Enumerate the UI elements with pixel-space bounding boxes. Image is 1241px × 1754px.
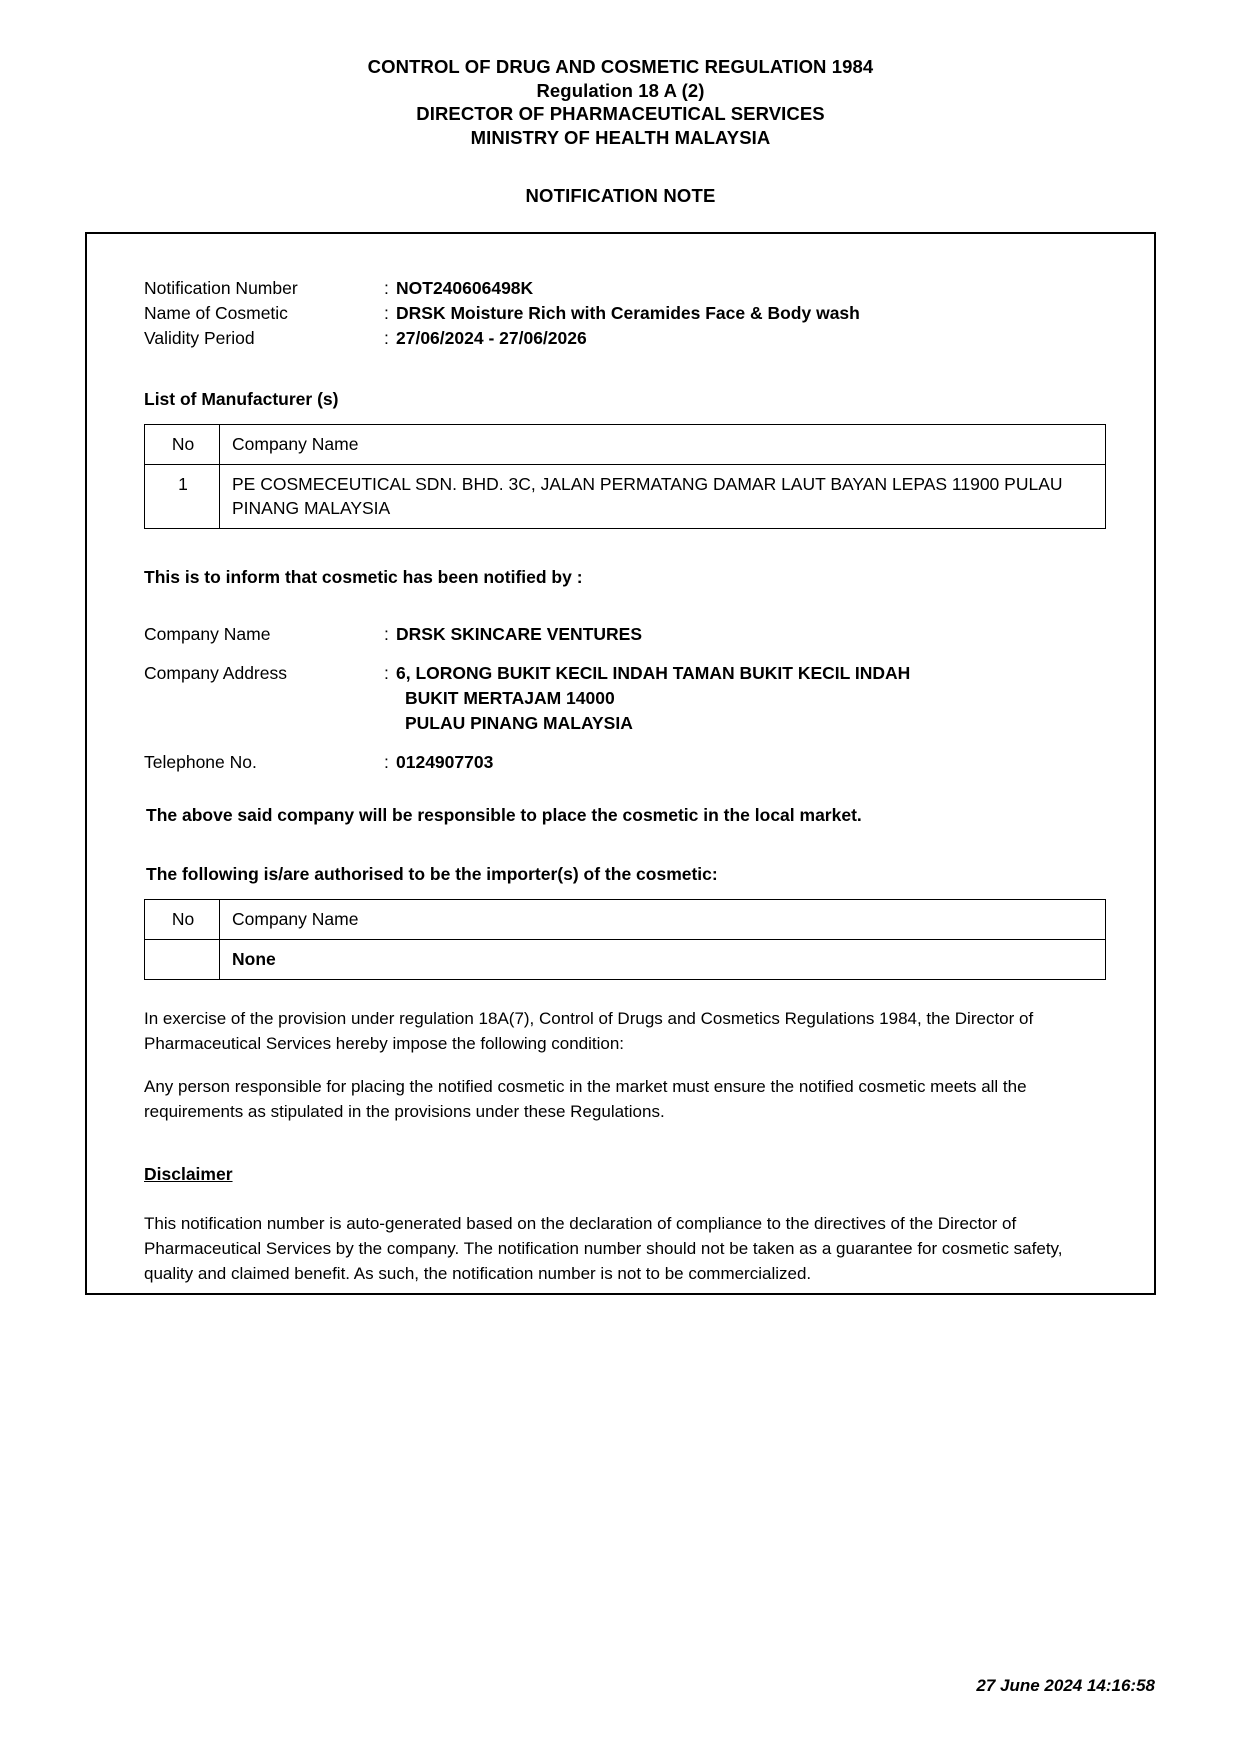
notification-number-label: Notification Number [144,278,298,298]
manufacturer-row-company-name: PE COSMECEUTICAL SDN. BHD. 3C, JALAN PERMATANG DAMAR LAUT BAYAN LEPAS 11900 PULAU PINANG MALAYSIA [220,465,1106,529]
footer-timestamp: 27 June 2024 14:16:58 [976,1676,1155,1695]
colon-separator: : [384,303,389,323]
table-header-row [145,900,1106,940]
column-header-no: No [145,900,220,940]
company-address-line-2: BUKIT MERTAJAM 14000 [405,688,615,708]
company-address-line-3: PULAU PINANG MALAYSIA [405,713,633,733]
notifier-details [144,622,1102,775]
responsibility-note: The above said company will be responsible to place the cosmetic in the local market. [146,805,862,825]
manufacturer-row-no: 1 [145,465,220,529]
table-header-row [145,425,1106,465]
notification-number-value: NOT240606498K [396,278,534,298]
importer-row-company-name: None [220,940,1106,980]
notification-frame [85,232,1156,1295]
document-header [0,0,1241,149]
manufacturer-table [144,424,1106,529]
company-address-line-1: 6, LORONG BUKIT KECIL INDAH TAMAN BUKIT KECIL INDAH [396,663,911,683]
name-of-cosmetic-value: DRSK Moisture Rich with Ceramides Face & Body wash [396,303,860,323]
detail-row-name-of-cosmetic [144,301,1102,326]
disclaimer-text: This notification number is auto-generated based on the declaration of compliance to the directives of the Director of Pharmaceutical Services by the company. The notification number should not be taken as a guarantee for cosmetic safety, quality and claimed benefit. As such, the notification number is not to be commercialized. [144,1214,1063,1283]
colon-separator: : [384,663,389,683]
notification-details [144,276,1102,351]
telephone-label: Telephone No. [144,752,257,772]
table-row [145,465,1106,529]
validity-period-label: Validity Period [144,328,255,348]
header-line-1: CONTROL OF DRUG AND COSMETIC REGULATION 1984 [367,56,874,77]
detail-row-company-address [144,661,1102,736]
company-address-label: Company Address [144,663,287,683]
importer-row-no [145,940,220,980]
header-line-4: MINISTRY OF HEALTH MALAYSIA [470,126,771,148]
company-name-label: Company Name [144,624,271,644]
colon-separator: : [384,624,389,644]
manufacturer-section-title: List of Manufacturer (s) [144,389,339,409]
page-title: NOTIFICATION NOTE [525,185,716,206]
provision-paragraph-1: In exercise of the provision under regulation 18A(7), Control of Drugs and Cosmetics Regulations 1984, the Director of Pharmaceutical Services hereby impose the following condition: [144,1009,1034,1053]
column-header-company-name: Company Name [220,900,1106,940]
company-address-value [396,661,910,736]
header-line-2: Regulation 18 A (2) [536,79,705,101]
colon-separator: : [384,752,389,772]
importer-section-intro: The following is/are authorised to be the importer(s) of the cosmetic: [146,864,718,884]
colon-separator: : [384,328,389,348]
detail-row-validity-period [144,326,1102,351]
detail-row-telephone [144,750,1102,775]
column-header-no: No [145,425,220,465]
company-name-value: DRSK SKINCARE VENTURES [396,624,642,644]
notified-by-intro: This is to inform that cosmetic has been notified by : [144,567,583,587]
name-of-cosmetic-label: Name of Cosmetic [144,303,288,323]
colon-separator: : [384,278,389,298]
telephone-value: 0124907703 [396,752,494,772]
header-line-3: DIRECTOR OF PHARMACEUTICAL SERVICES [416,103,825,124]
column-header-company-name: Company Name [220,425,1106,465]
provision-paragraph-2: Any person responsible for placing the notified cosmetic in the market must ensure the notified cosmetic meets all the requirements as stipulated in the provisions under these Regulations. [144,1077,1027,1121]
disclaimer-title: Disclaimer [144,1164,233,1184]
detail-row-notification-number [144,276,1102,301]
table-row [145,940,1106,980]
importer-table [144,899,1106,980]
validity-period-value: 27/06/2024 - 27/06/2026 [396,328,587,348]
detail-row-company-name [144,622,1102,647]
